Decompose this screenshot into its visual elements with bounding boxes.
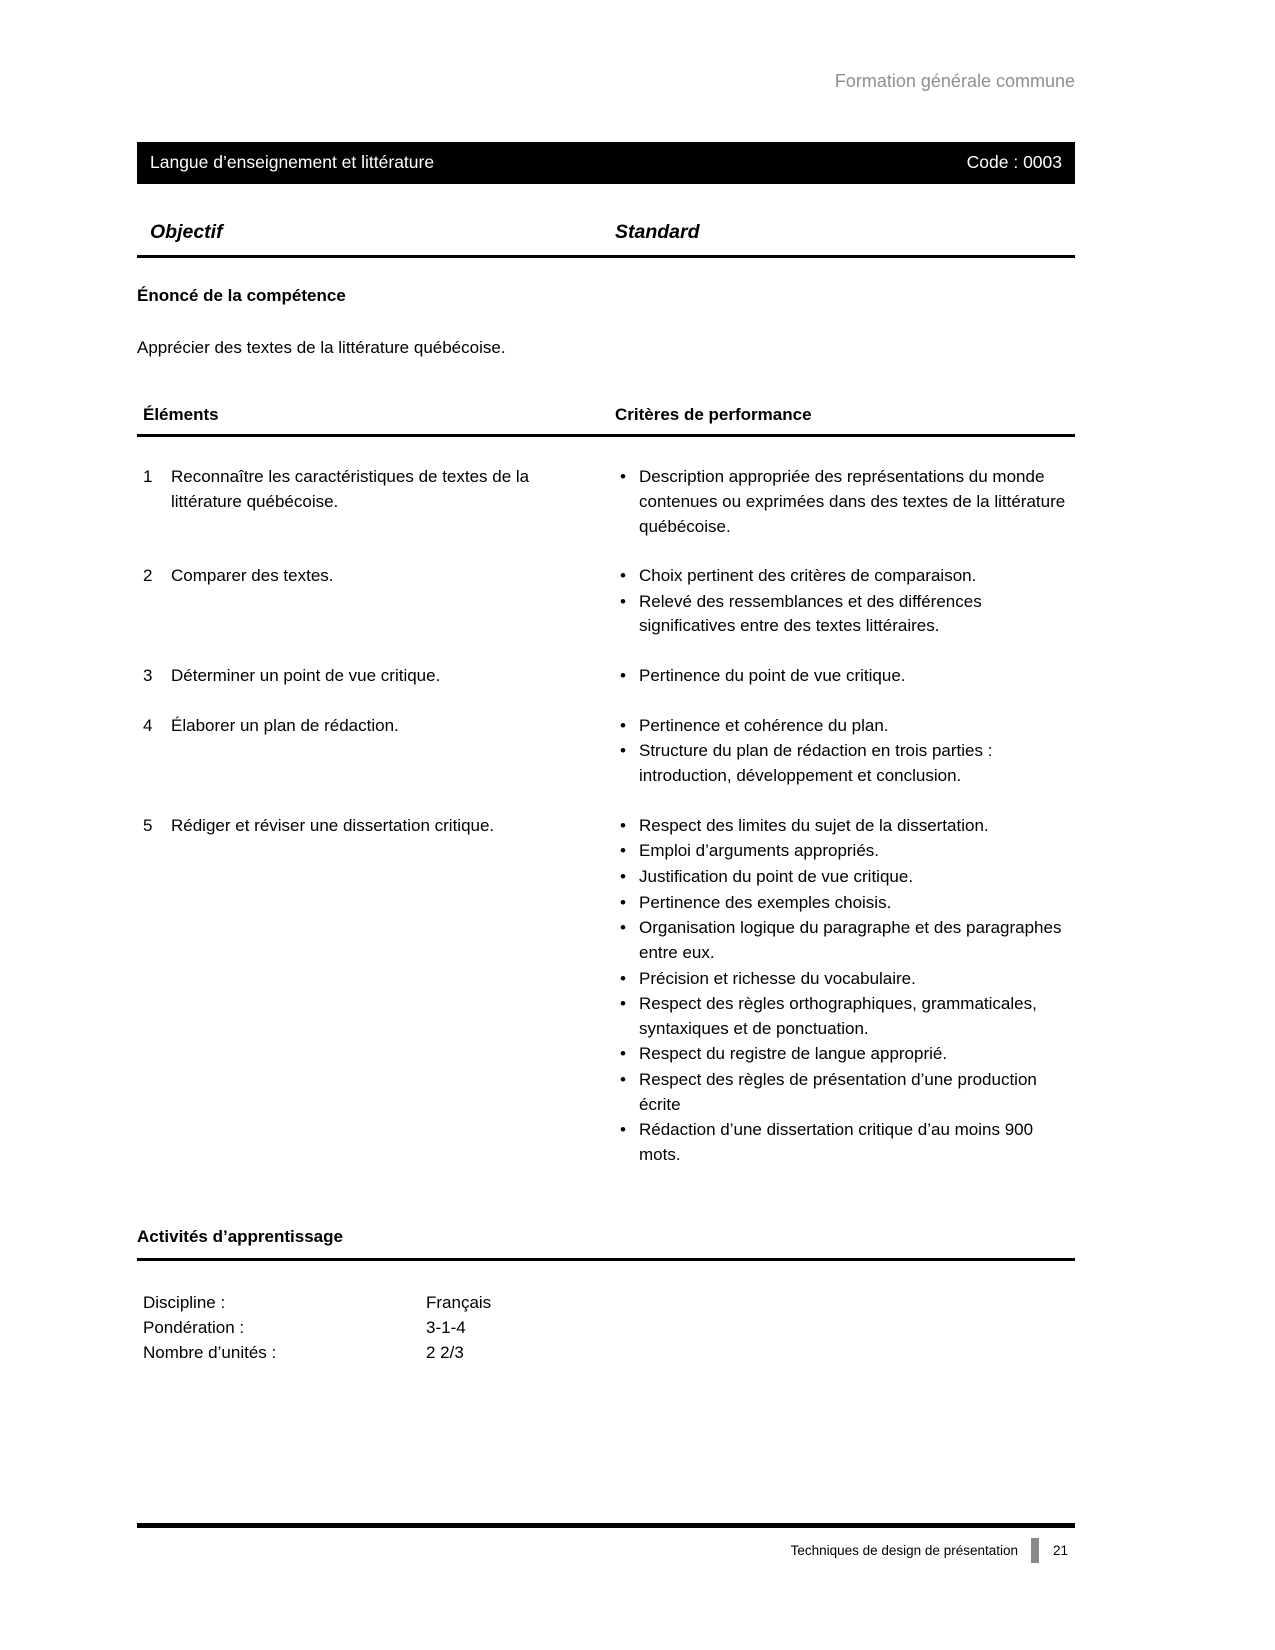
bullet-icon: • [620,566,626,586]
criteria-text: Choix pertinent des critères de comparaison. [639,566,977,586]
criteria-item [615,891,1073,916]
elements-column-header: Éléments [143,404,219,424]
page-footer [137,1523,1075,1563]
criteria-item [615,714,1073,739]
enonce-text: Apprécier des textes de la littérature québécoise. [137,338,506,357]
objectif-standard-header [137,218,1075,258]
bullet-icon: • [620,994,626,1014]
criteria-item [615,992,1073,1041]
detail-label: Nombre d’unités : [143,1342,277,1362]
criteria-list [615,664,1075,690]
bullet-icon: • [620,715,626,735]
element-text: Reconnaître les caractéristiques de textes de la littérature québécoise. [171,467,530,511]
element-number: 3 [143,666,153,686]
detail-value: 2 2/3 [426,1342,464,1362]
criteria-item [615,916,1073,965]
bullet-icon: • [620,1070,626,1090]
bullet-icon: • [620,591,626,611]
enonce-heading: Énoncé de la compétence [137,286,346,306]
detail-row [137,1341,1075,1366]
bullet-icon: • [620,866,626,886]
detail-value: 3-1-4 [426,1317,466,1337]
element-number: 4 [143,715,153,735]
criteria-item [615,814,1073,839]
criteria-item [615,967,1073,992]
criteria-text: Respect des règles orthographiques, grammaticales, syntaxiques et de ponctuation. [639,994,1037,1038]
criteria-item [615,1042,1073,1067]
criteria-text: Justification du point de vue critique. [639,866,914,886]
element-cell [137,714,615,790]
element-text: Rédiger et réviser une dissertation critique. [171,815,495,835]
element-text: Comparer des textes. [171,566,334,586]
running-header: Formation générale commune [834,71,1075,91]
criteria-text: Respect des limites du sujet de la dissertation. [639,815,989,835]
element-number: 5 [143,815,153,835]
bullet-icon: • [620,666,626,686]
subject-title-bar [137,142,1075,184]
criteria-text: Précision et richesse du vocabulaire. [639,968,916,988]
criteria-table-body [137,465,1075,1168]
criteria-item [615,590,1073,639]
criteria-list [615,465,1075,540]
table-row [137,664,1075,690]
element-cell [137,465,615,540]
criteria-text: Description appropriée des représentations du monde contenues ou exprimées dans des textes de la littérature québécoise. [639,467,1066,536]
bullet-icon: • [620,1120,626,1140]
detail-row [137,1291,1075,1316]
element-number: 1 [143,467,153,487]
criteria-text: Respect des règles de présentation d’une production écrite [639,1070,1037,1114]
criteria-text: Rédaction d’une dissertation critique d’au moins 900 mots. [639,1120,1034,1165]
bullet-icon: • [620,741,626,761]
criteria-text: Organisation logique du paragraphe et des paragraphes entre eux. [639,918,1062,962]
criteria-item [615,465,1073,539]
page-content [137,0,1075,1365]
criteria-list [615,564,1075,640]
bullet-icon: • [620,1044,626,1064]
element-cell [137,564,615,640]
detail-value: Français [426,1293,492,1313]
subject-title: Langue d’enseignement et littérature [150,152,435,173]
criteria-text: Respect du registre de langue approprié. [639,1044,948,1064]
detail-label: Pondération : [143,1317,245,1337]
criteria-text: Emploi d’arguments appropriés. [639,841,880,861]
bullet-icon: • [620,467,626,487]
standard-heading: Standard [615,221,700,244]
criteria-text: Pertinence et cohérence du plan. [639,715,889,735]
table-row [137,465,1075,540]
criteria-text: Relevé des ressemblances et des différences significatives entre des textes littéraires. [639,591,982,636]
bullet-icon: • [620,892,626,912]
criteria-item [615,1068,1073,1117]
course-code: Code : 0003 [966,152,1062,173]
table-row [137,814,1075,1169]
objectif-heading: Objectif [150,221,223,244]
table-row [137,564,1075,640]
element-cell [137,664,615,690]
criteres-column-header: Critères de performance [615,404,812,424]
element-cell [137,814,615,1169]
detail-row [137,1316,1075,1341]
element-text: Déterminer un point de vue critique. [171,666,441,686]
bullet-icon: • [620,968,626,988]
page-number: 21 [1053,1542,1069,1558]
criteria-text: Pertinence du point de vue critique. [639,666,906,686]
footer-text: Techniques de design de présentation [790,1542,1018,1558]
footer-separator-bar [1031,1538,1039,1563]
bullet-icon: • [620,918,626,938]
criteria-list [615,714,1075,790]
criteria-item [615,865,1073,890]
criteria-item [615,739,1073,788]
element-text: Élaborer un plan de rédaction. [171,715,399,735]
activites-heading: Activités d’apprentissage [137,1225,1075,1262]
criteria-text: Structure du plan de rédaction en trois parties : introduction, développement et conclusion. [639,741,993,786]
footer-inner [137,1538,1075,1563]
criteria-item [615,839,1073,864]
criteria-table-header [137,403,1075,438]
criteria-item [615,564,1073,589]
criteria-item [615,664,1073,689]
criteria-list [615,814,1075,1169]
bullet-icon: • [620,841,626,861]
element-number: 2 [143,566,153,586]
bullet-icon: • [620,815,626,835]
criteria-text: Pertinence des exemples choisis. [639,892,892,912]
criteria-item [615,1118,1073,1167]
table-row [137,714,1075,790]
course-details [137,1291,1075,1365]
detail-label: Discipline : [143,1293,226,1313]
